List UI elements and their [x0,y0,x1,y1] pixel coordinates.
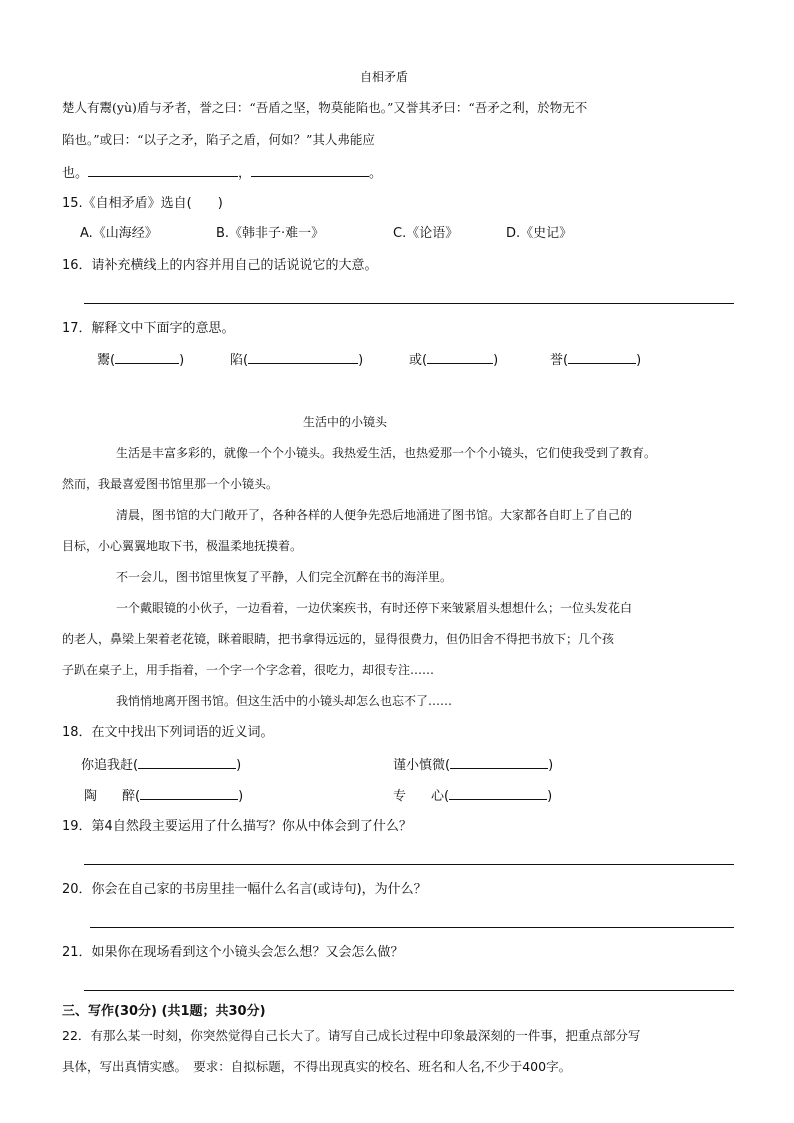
option-c[interactable]: C.《论语》 [393,226,459,241]
word-label: 你追我赶( [81,758,139,773]
paren: ) [548,758,554,773]
option-b[interactable]: B.《韩非子·难一》 [216,226,325,241]
answer-blank[interactable] [450,756,548,769]
answer-blank[interactable] [138,756,236,769]
question-15: 15.《自相矛盾》选自( ) [62,196,223,211]
fill-line [62,163,382,183]
answer-blank[interactable] [140,787,238,800]
answer-blank[interactable] [251,163,369,177]
passage-line: 陷也。”或曰：“以子之矛，陷子之盾，何如？”其人弗能应 [62,132,375,147]
word-label: 陶 [84,789,98,804]
passage-line: 我悄悄地离开图书馆。但这生活中的小镜头却怎么也忘不了…… [116,694,453,708]
synonym-blank [393,787,552,806]
question-22-requirements: 具体，写出真情实感。 要求：自拟标题，不得出现真实的校名、班名和人名,不少于400字。 [62,1059,572,1074]
paren: ) [636,353,642,368]
question-17: 17．解释文中下面字的意思。 [62,321,235,336]
answer-blank[interactable] [449,787,547,800]
passage-line: 楚人有鬻(yù)盾与矛者，誉之曰：“吾盾之坚，物莫能陷也。”又誉其矛曰：“吾矛之利，於物无不 [62,100,588,115]
passage-title: 自相矛盾 [360,70,409,84]
word-blank [409,351,498,370]
answer-blank[interactable] [248,351,358,364]
answer-line[interactable] [90,927,734,928]
option-a[interactable]: A.《山海经》 [80,226,158,241]
word-label: 谨小慎微( [393,758,451,773]
passage-line: 不一会儿，图书馆里恢复了平静，人们完全沉醉在书的海洋里。 [116,570,453,584]
synonym-blank [393,756,553,775]
question-20: 20．你会在自己家的书房里挂一幅什么名言(或诗句)，为什么？ [62,882,427,897]
word-label: 鬻( [97,353,116,368]
word-label: 心( [431,789,450,804]
word-blank [230,351,363,370]
paren: ) [236,758,242,773]
word-label: 或( [409,353,428,368]
word-label: 醉( [122,789,141,804]
answer-blank[interactable] [115,351,179,364]
synonym-blank [81,756,241,775]
passage-line: 然而，我最喜爱图书馆里那一个小镜头。 [62,477,279,491]
word-label: 专 [393,789,407,804]
passage-title: 生活中的小镜头 [303,415,388,429]
passage-line: 一个戴眼镜的小伙子，一边看着，一边伏案疾书，有时还停下来皱紧眉头想想什么；一位头发花白 [116,601,633,615]
answer-line[interactable] [84,864,734,865]
passage-line: 清晨，图书馆的大门敞开了，各种各样的人便争先恐后地涌进了图书馆。大家都各自盯上了自己的 [116,508,633,522]
synonym-blank [84,787,243,806]
word-label: 陷( [230,353,249,368]
answer-blank[interactable] [88,163,238,177]
paren: ) [238,789,244,804]
paren: ) [358,353,364,368]
paren: ) [493,353,499,368]
separator: ， [238,166,252,181]
answer-line[interactable] [84,990,734,991]
passage-line: 的老人，鼻梁上架着老花镜，眯着眼睛，把书拿得远远的，显得很费力，但仍旧舍不得把书放下；几个孩 [62,632,615,646]
answer-blank[interactable] [427,351,493,364]
separator: 。 [369,166,383,181]
paren: ) [547,789,553,804]
paren: ) [179,353,185,368]
word-blank [550,351,641,370]
answer-line[interactable] [84,303,734,304]
question-16: 16．请补充横线上的内容并用自己的话说说它的大意。 [62,258,378,273]
passage-line: 生活是丰富多彩的，就像一个个小镜头。我热爱生活，也热爱那一个个小镜头，它们使我受到了教育。 [116,446,657,460]
section-heading: 三、写作(30分) (共1题；共30分) [62,1004,266,1019]
passage-line: 也。 [62,166,89,181]
answer-blank[interactable] [568,351,636,364]
option-d[interactable]: D.《史记》 [506,226,573,241]
word-blank [97,351,184,370]
question-19: 19．第4自然段主要运用了什么描写？你从中体会到了什么？ [62,819,412,834]
question-21: 21．如果你在现场看到这个小镜头会怎么想？又会怎么做？ [62,945,404,960]
word-label: 誉( [550,353,569,368]
question-22: 22．有那么某一时刻，你突然觉得自己长大了。请写自己成长过程中印象最深刻的一件事，把重点部分写 [62,1028,641,1043]
passage-line: 子趴在桌子上，用手指着，一个字一个字念着，很吃力，却很专注…… [62,663,435,677]
passage-line: 目标，小心翼翼地取下书，极温柔地抚摸着。 [62,539,303,553]
question-18: 18．在文中找出下列词语的近义词。 [62,725,274,740]
